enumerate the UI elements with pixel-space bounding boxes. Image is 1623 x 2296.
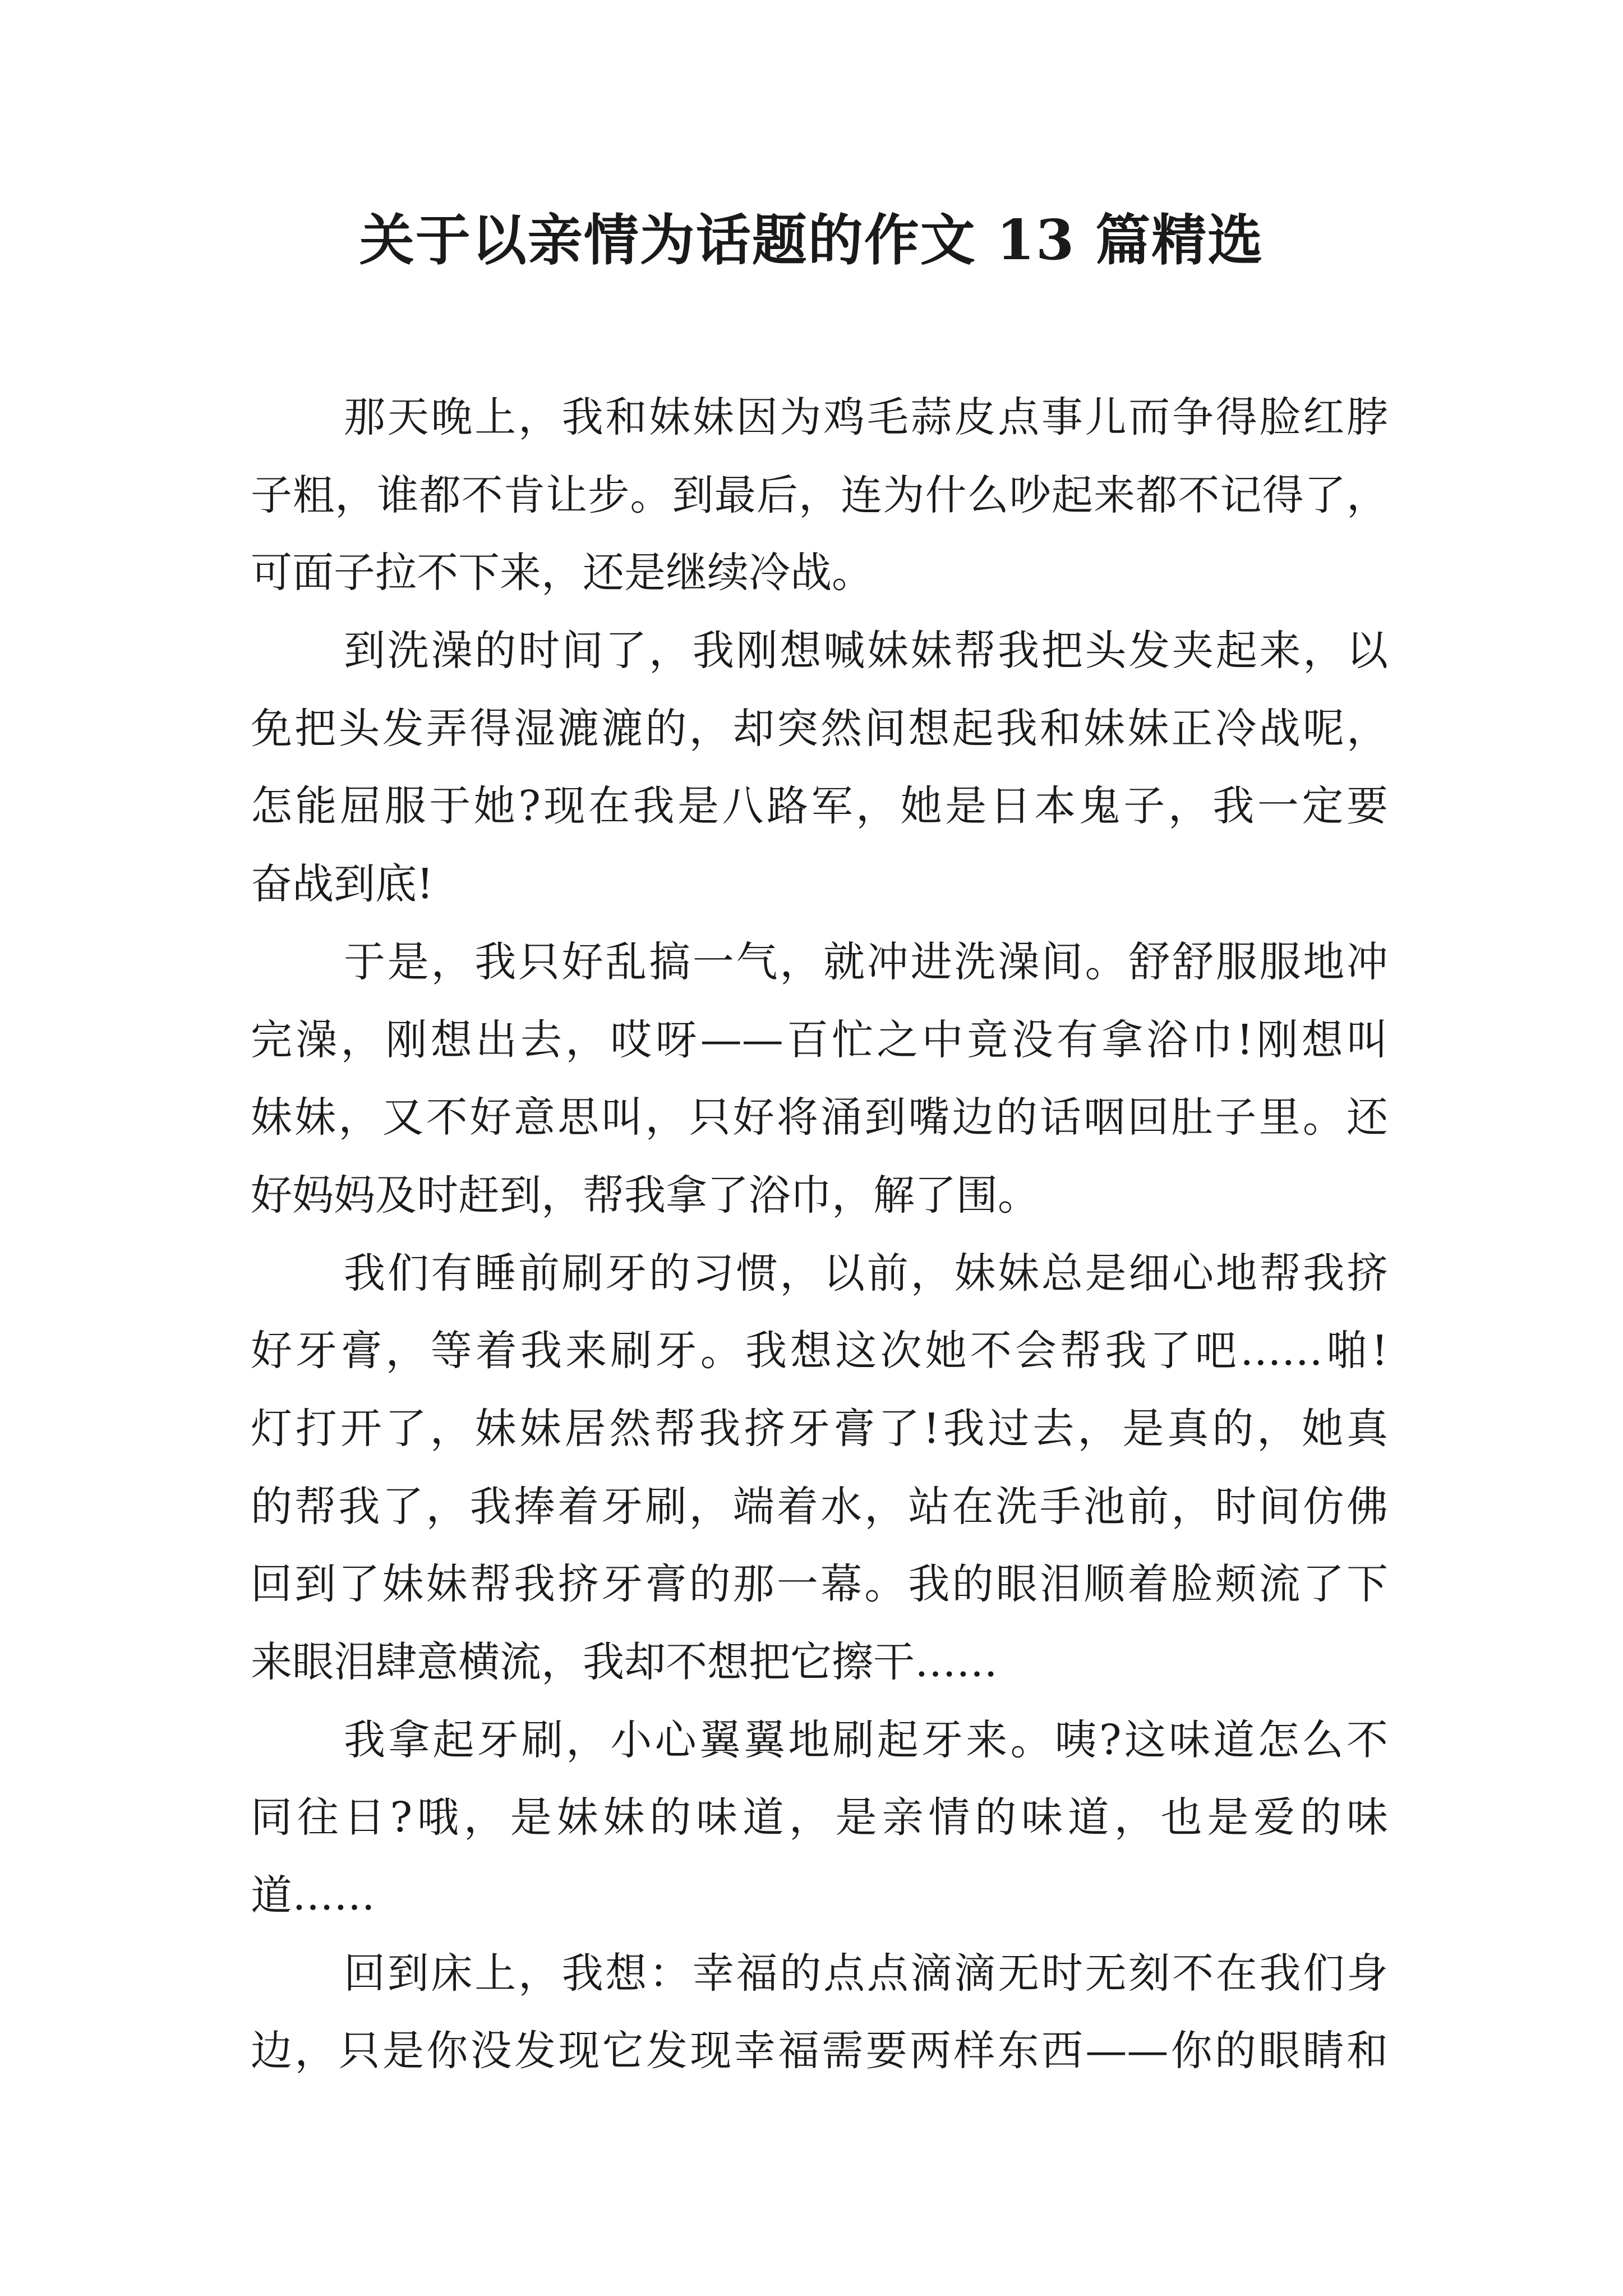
text-line: 我拿起牙刷，小心翼翼地刷起牙来。咦?这味道怎么不 — [344, 1715, 1388, 1764]
text-line: 免把头发弄得湿漉漉的，却突然间想起我和妹妹正冷战呢， — [251, 704, 1388, 753]
text-line: 同往日?哦，是妹妹的味道，是亲情的味道，也是爱的味 — [251, 1793, 1388, 1842]
text-line: 子粗，谁都不肯让步。到最后，连为什么吵起来都不记得了， — [251, 471, 1388, 519]
text-line: 好妈妈及时赶到，帮我拿了浴巾，解了围。 — [251, 1171, 1039, 1220]
text-line: 我们有睡前刷牙的习惯，以前，妹妹总是细心地帮我挤 — [344, 1249, 1388, 1297]
text-line: 灯打开了，妹妹居然帮我挤牙膏了!我过去，是真的，她真 — [251, 1404, 1388, 1453]
paragraph — [251, 612, 1388, 923]
paragraph — [251, 1935, 1388, 2090]
text-line: 于是，我只好乱搞一气，就冲进洗澡间。舒舒服服地冲 — [344, 937, 1388, 986]
text-line: 奋战到底! — [251, 860, 434, 909]
text-line: 好牙膏，等着我来刷牙。我想这次她不会帮我了吧……啪! — [251, 1327, 1388, 1375]
text-line: 回到床上，我想：幸福的点点滴滴无时无刻不在我们身 — [344, 1949, 1388, 1998]
paragraph — [251, 1235, 1388, 1701]
text-line: 的帮我了，我捧着牙刷，端着水，站在洗手池前，时间仿佛 — [251, 1482, 1388, 1531]
paragraph — [251, 379, 1388, 612]
paragraph — [251, 923, 1388, 1235]
text-line: 完澡，刚想出去，哎呀——百忙之中竟没有拿浴巾!刚想叫 — [251, 1015, 1388, 1064]
text-line: 回到了妹妹帮我挤牙膏的那一幕。我的眼泪顺着脸颊流了下 — [251, 1560, 1388, 1609]
document-body — [251, 379, 1388, 2090]
text-line: 可面子拉不下来，还是继续冷战。 — [251, 549, 873, 597]
text-line: 来眼泪肆意横流，我却不想把它擦干…… — [251, 1638, 998, 1686]
text-line: 道…… — [251, 1871, 375, 1920]
text-line: 到洗澡的时间了，我刚想喊妹妹帮我把头发夹起来，以 — [344, 627, 1388, 675]
text-line: 妹妹，又不好意思叫，只好将涌到嘴边的话咽回肚子里。还 — [251, 1093, 1388, 1142]
paragraph — [251, 1701, 1388, 1935]
text-line: 怎能屈服于她?现在我是八路军，她是日本鬼子，我一定要 — [251, 782, 1388, 831]
text-line: 边，只是你没发现它发现幸福需要两样东西——你的眼睛和 — [251, 2027, 1388, 2076]
document-title: 关于以亲情为话题的作文 13 篇精选 — [359, 208, 1264, 273]
text-line: 那天晚上，我和妹妹因为鸡毛蒜皮点事儿而争得脸红脖 — [344, 393, 1388, 441]
